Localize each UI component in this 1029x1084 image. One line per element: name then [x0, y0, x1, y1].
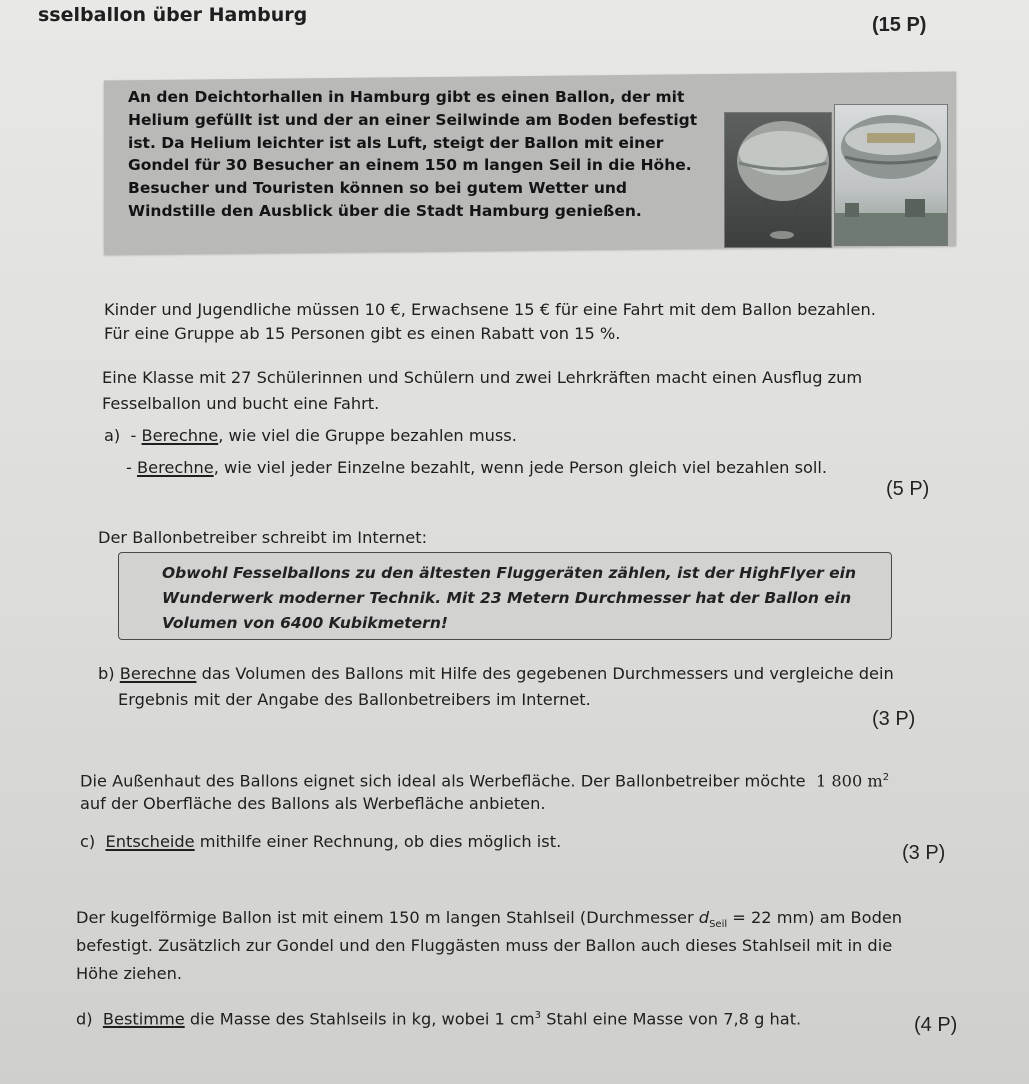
task-b-line-2: Ergebnis mit der Angabe des Ballonbetreibers im Internet. [118, 690, 591, 709]
task-a-label: a) [104, 426, 121, 445]
balloon-illustration-right [835, 105, 947, 245]
worksheet-title: sselballon über Hamburg [38, 4, 308, 26]
task-a-text-2: , wie viel jeder Einzelne bezahlt, wenn jede Person gleich viel bezahlen soll. [213, 458, 828, 477]
skin-text-1: Die Außenhaut des Ballons eignet sich ideal als Werbefläche. Der Ballonbetreiber möchte [80, 771, 806, 791]
price-line-2: Für eine Gruppe ab 15 Personen gibt es einen Rabatt von 15 %. [104, 324, 621, 343]
balloon-photo-right [834, 104, 948, 246]
task-a-text-1: , wie viel die Gruppe bezahlen muss. [218, 426, 517, 445]
d-symbol: d [698, 908, 710, 927]
cable-line-2: befestigt. Zusätzlich zur Gondel und den Fluggästen muss der Ballon auch dieses Stahlseil mit in die [76, 936, 893, 955]
task-d-line [76, 1004, 801, 1031]
operator-quote: Obwohl Fesselballons zu den ältesten Fluggeräten zählen, ist der HighFlyer ein Wunderwerk moderner Technik. Mit 23 Metern Durchmesser hat der Ballon ein Volumen von 6400 Kubikmetern! [162, 564, 856, 632]
task-d-operator: Bestimme [102, 1009, 185, 1029]
task-c-line [80, 830, 561, 854]
operator-intro: Der Ballonbetreiber schreibt im Internet: [98, 528, 428, 547]
task-c-operator: Entscheide [105, 832, 195, 851]
task-b-points: (3 P) [872, 708, 916, 730]
area-value: 1 800 m [815, 771, 883, 791]
task-a-operator-2: Berechne [137, 458, 214, 477]
task-a-dash-1: - [130, 426, 137, 445]
task-b-operator: Berechne [119, 664, 197, 683]
task-d-text-2: Stahl eine Masse von 7,8 g hat. [541, 1009, 802, 1029]
cable-line-1 [76, 906, 902, 937]
class-trip-line-1: Eine Klasse mit 27 Schülerinnen und Schülern und zwei Lehrkräften macht einen Ausflug zum [102, 368, 863, 387]
price-line-1: Kinder und Jugendliche müssen 10 €, Erwachsene 15 € für eine Fahrt mit dem Ballon bezahlen. [104, 300, 876, 319]
task-c-points: (3 P) [902, 842, 946, 864]
cable-text-1a: Der kugelförmige Ballon ist mit einem 150 m langen Stahlseil (Durchmesser [76, 908, 699, 927]
task-d-exponent: 3 [534, 1010, 542, 1021]
balloon-illustration-left [725, 113, 831, 247]
task-b-text-1: das Volumen des Ballons mit Hilfe des gegebenen Durchmessers und vergleiche dein [196, 664, 894, 683]
task-d-label: d) [76, 1009, 93, 1029]
task-b-line-1 [98, 662, 894, 686]
class-trip-line-2: Fesselballon und bucht eine Fahrt. [102, 394, 380, 413]
cable-text-1b: = 22 mm) am Boden [727, 908, 903, 927]
task-a-points: (5 P) [886, 478, 930, 500]
task-c-text: mithilfe einer Rechnung, ob dies möglich ist. [194, 832, 562, 851]
skin-line-2: auf der Oberfläche des Ballons als Werbefläche anbieten. [80, 794, 546, 813]
skin-line-1 [80, 766, 889, 793]
total-points: (15 P) [872, 14, 927, 36]
cable-line-3: Höhe ziehen. [76, 964, 183, 983]
task-d-text-1: die Masse des Stahlseils in kg, wobei 1 cm [184, 1009, 535, 1029]
task-b-label: b) [98, 664, 115, 683]
task-d-points: (4 P) [914, 1014, 958, 1036]
task-a-line-2 [126, 456, 827, 480]
balloon-photo-left [724, 112, 832, 248]
area-exponent: 2 [882, 772, 890, 783]
task-a-operator-1: Berechne [141, 426, 219, 445]
task-a-dash-2: - [126, 458, 132, 477]
intro-text: An den Deichtorhallen in Hamburg gibt es einen Ballon, der mit Helium gefüllt ist und der an einer Seilwinde am Boden befestigt ist. Da Helium leichter ist als Luft, steigt der Ballon mit einer Gondel für 30 Besucher an einem 150 m langen Seil in die Höhe. Besucher und Touristen können so bei gutem Wetter und Windstille den Ausblick über die Stadt Hamburg genießen. [128, 88, 698, 220]
task-c-label: c) [80, 832, 96, 851]
task-a-line-1 [104, 424, 517, 448]
d-subscript: Seil [709, 919, 728, 931]
